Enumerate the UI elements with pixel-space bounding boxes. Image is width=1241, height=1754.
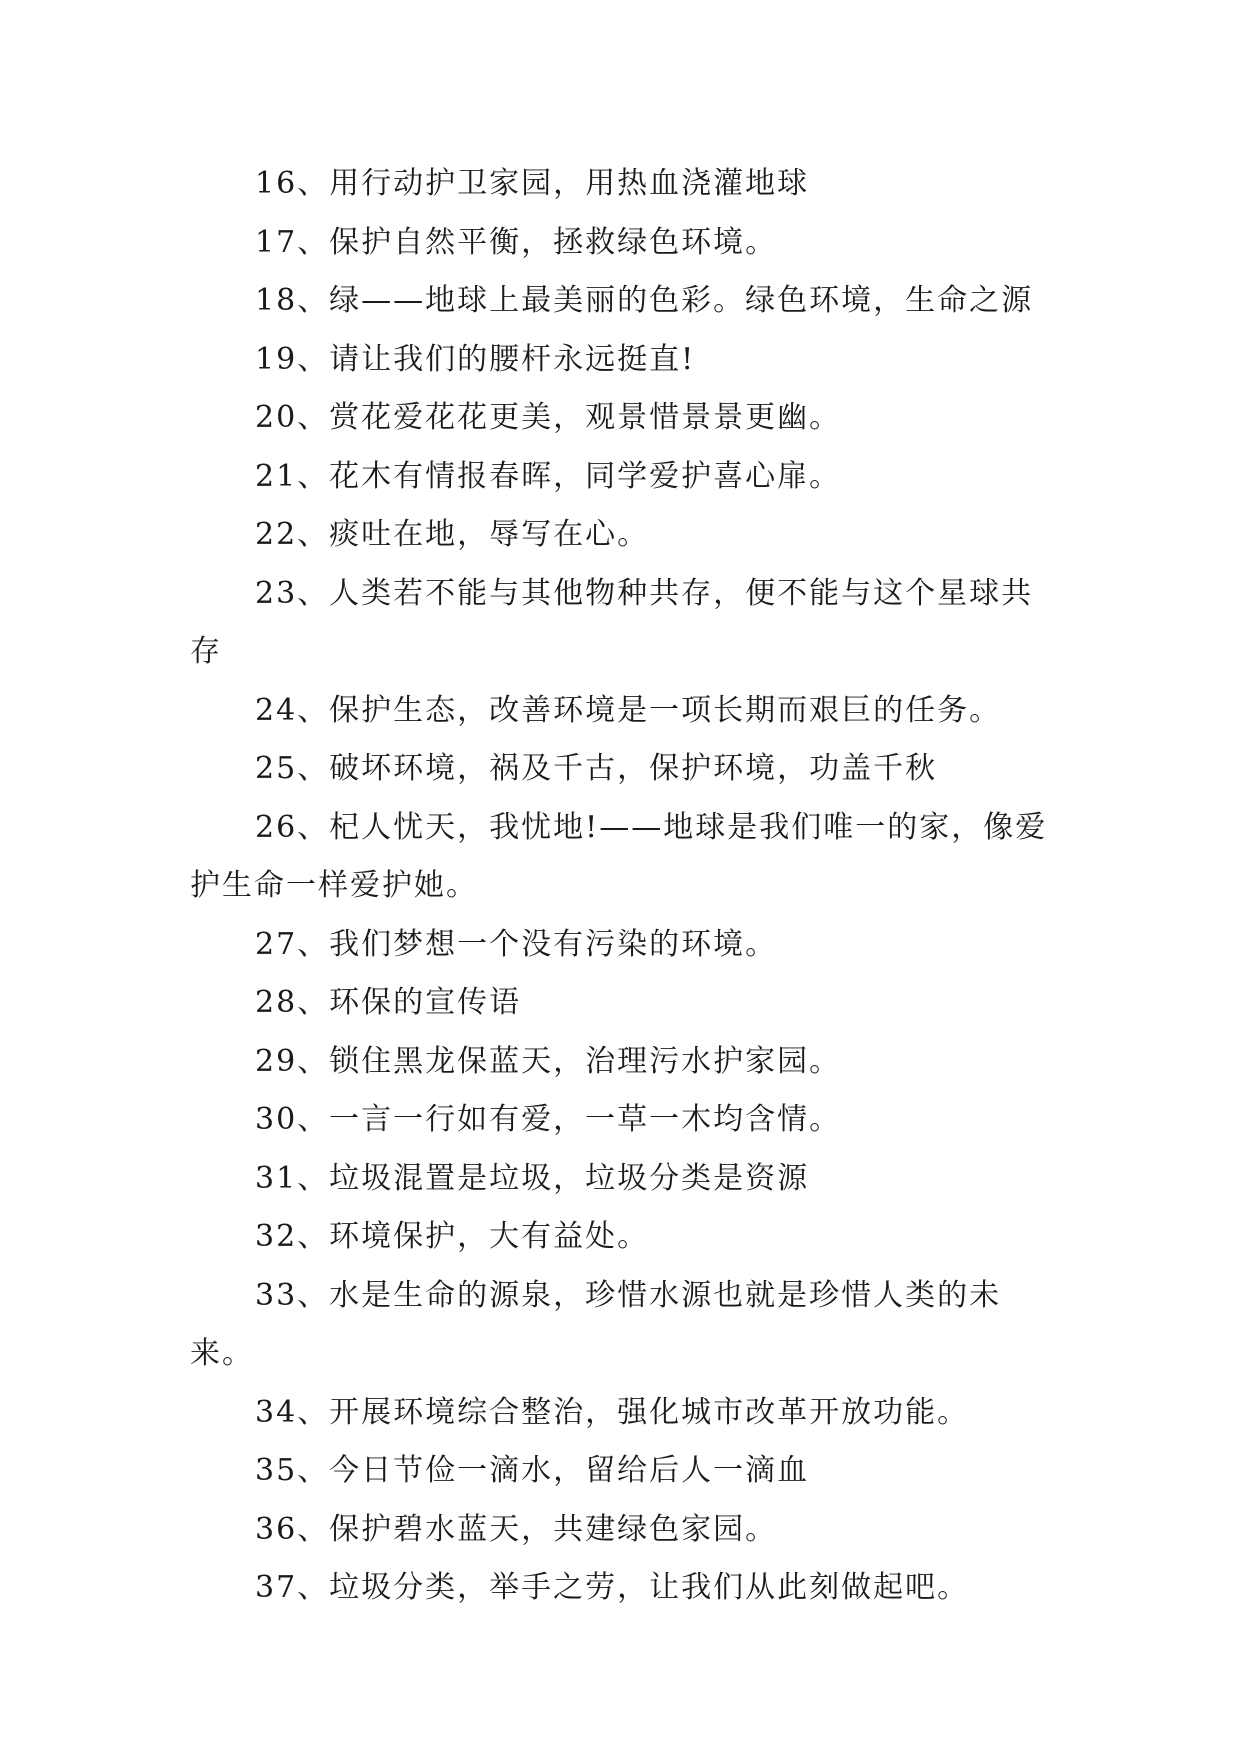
list-item: 33、水是生命的源泉，珍惜水源也就是珍惜人类的未来。	[190, 1277, 1002, 1371]
list-item: 19、请让我们的腰杆永远挺直!	[255, 341, 696, 377]
list-item: 17、保护自然平衡，拯救绿色环境。	[255, 224, 778, 260]
list-item: 20、赏花爱花花更美，观景惜景景更幽。	[255, 400, 842, 435]
list-item: 35、今日节俭一滴水，留给后人一滴血	[255, 1453, 810, 1488]
list-item: 37、垃圾分类，举手之劳，让我们从此刻做起吧。	[255, 1570, 970, 1605]
list-item: 26、杞人忧天，我忧地!——地球是我们唯一的家，像爱护生命一样爱护她。	[190, 809, 1048, 903]
list-item: 23、人类若不能与其他物种共存，便不能与这个星球共存	[190, 575, 1034, 669]
list-item: 24、保护生态，改善环境是一项长期而艰巨的任务。	[255, 692, 1002, 728]
list-item: 30、一言一行如有爱，一草一木均含情。	[255, 1102, 842, 1137]
list-item: 22、痰吐在地，辱写在心。	[255, 517, 650, 552]
list-item: 31、垃圾混置是垃圾，垃圾分类是资源	[255, 1160, 810, 1196]
document-body	[190, 155, 1060, 1618]
list-item: 18、绿——地球上最美丽的色彩。绿色环境，生命之源	[255, 283, 1034, 318]
list-item: 27、我们梦想一个没有污染的环境。	[255, 926, 778, 962]
list-item: 28、环保的宣传语	[255, 985, 522, 1020]
list-item: 34、开展环境综合整治，强化城市改革开放功能。	[255, 1394, 970, 1430]
list-item: 36、保护碧水蓝天，共建绿色家园。	[255, 1511, 778, 1547]
list-item: 25、破坏环境，祸及千古，保护环境，功盖千秋	[255, 751, 938, 786]
list-item: 16、用行动护卫家园，用热血浇灌地球	[255, 166, 810, 201]
list-item: 21、花木有情报春晖，同学爱护喜心扉。	[255, 458, 842, 494]
list-item: 32、环境保护，大有益处。	[255, 1219, 650, 1254]
list-item: 29、锁住黑龙保蓝天，治理污水护家园。	[255, 1043, 842, 1079]
